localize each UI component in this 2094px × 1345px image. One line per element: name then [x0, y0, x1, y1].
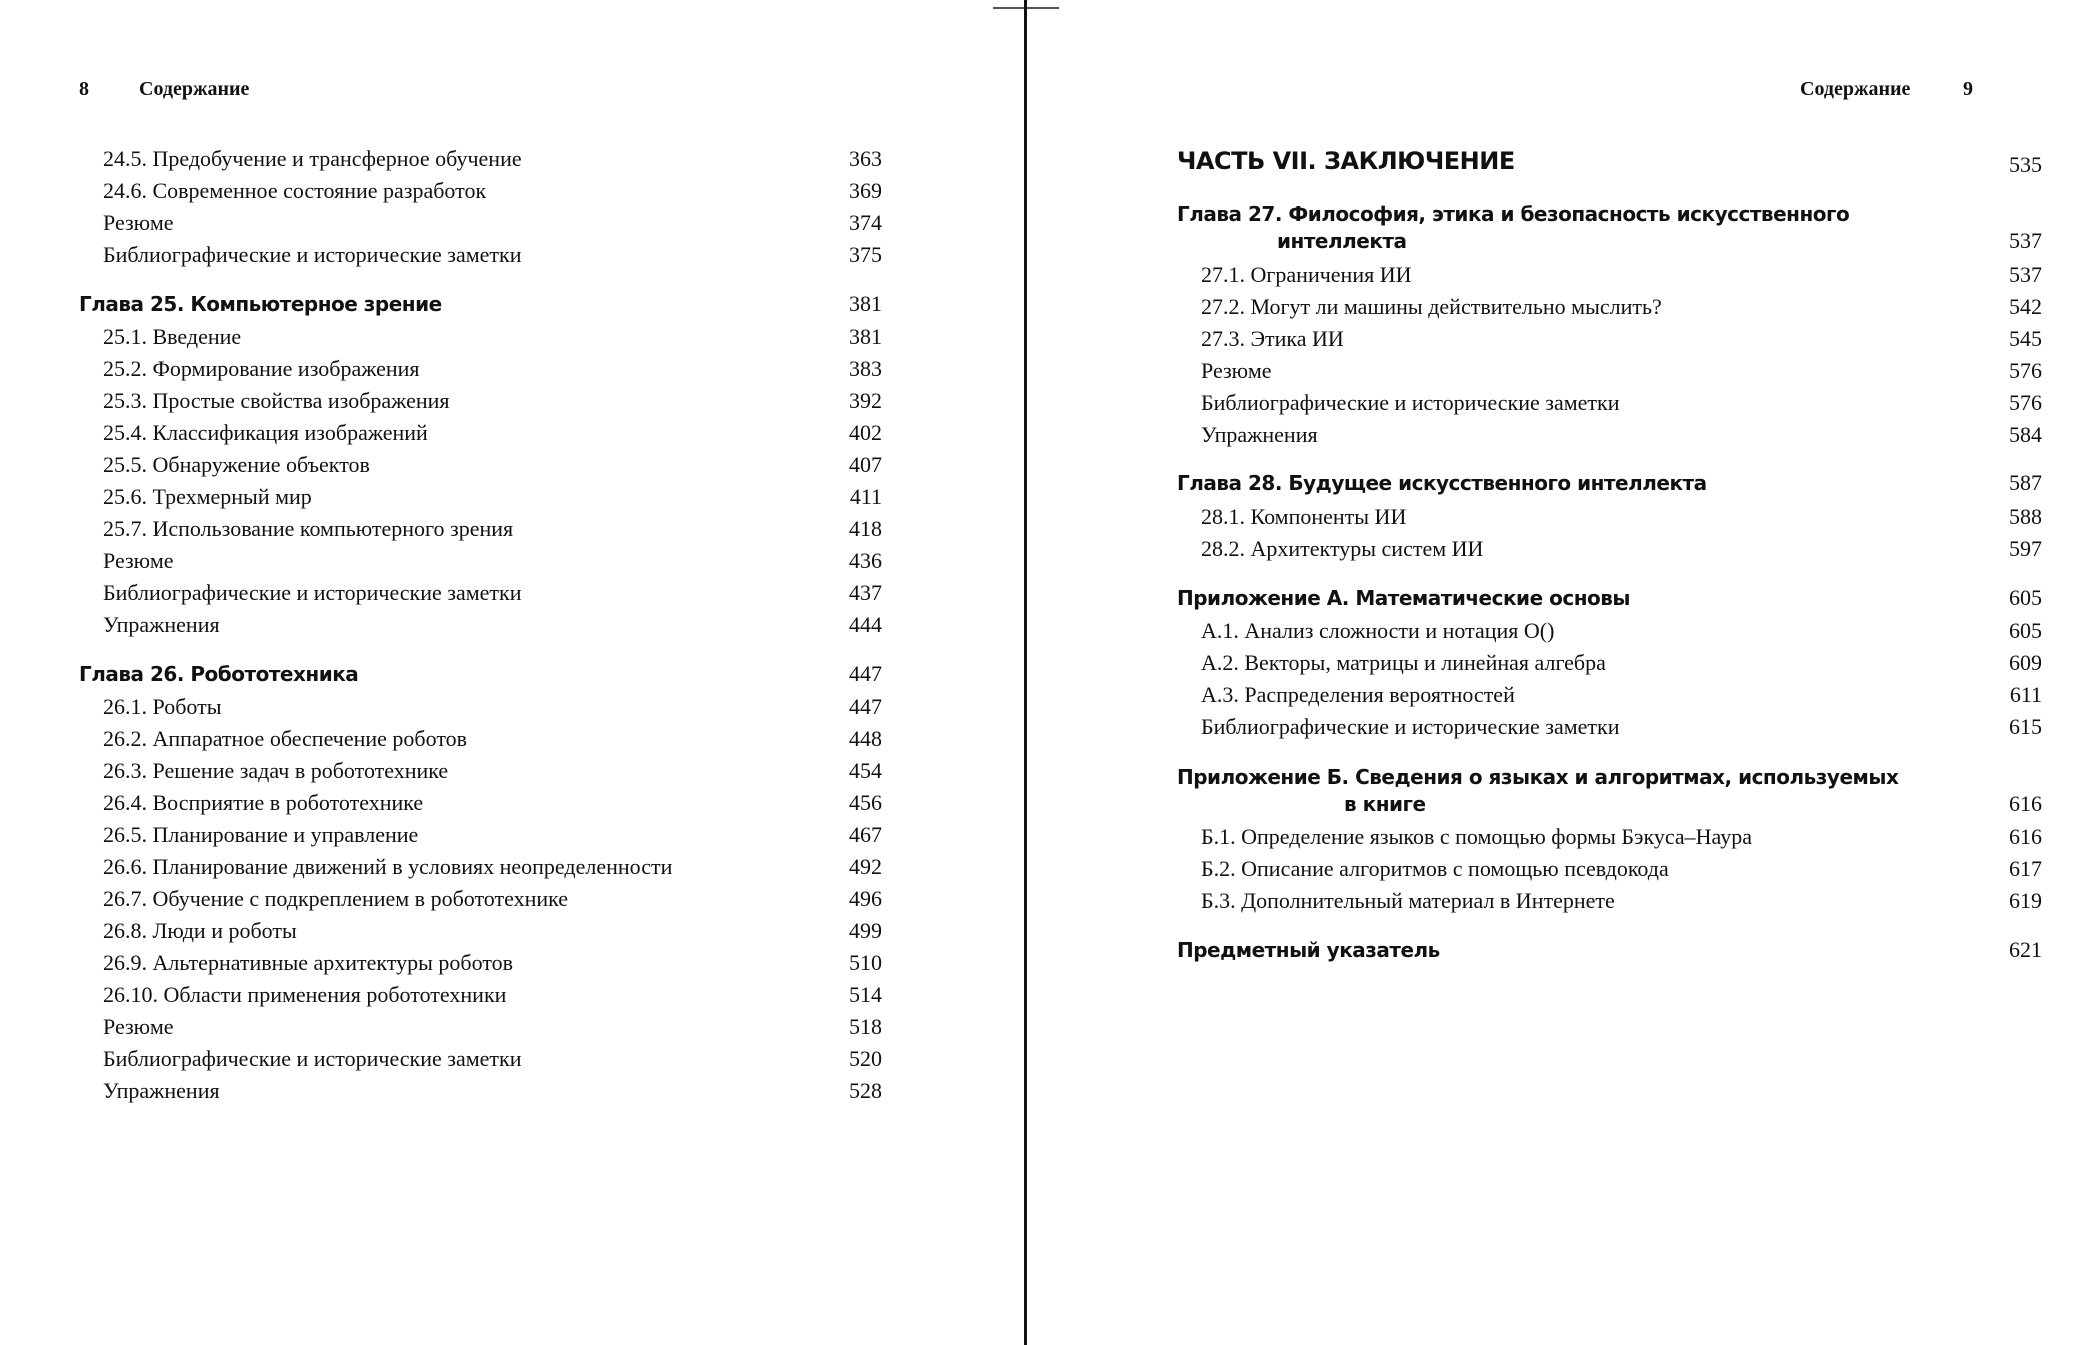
toc-entry-title: 28.1. Компоненты ИИ [1201, 504, 1407, 529]
toc-entry-page: 407 [849, 452, 882, 477]
toc-entry-title: 25.6. Трехмерный мир [103, 484, 312, 509]
toc-entry-title: 27.3. Этика ИИ [1201, 326, 1344, 351]
right-page [1030, 0, 2094, 1345]
toc-entry-page: 374 [849, 210, 882, 235]
toc-entry-page: 588 [2009, 504, 2042, 529]
toc-entry-title: Резюме [1201, 358, 1272, 383]
toc-entry-page: 520 [849, 1046, 882, 1071]
toc-entry-title: Б.3. Дополнительный материал в Интернете [1201, 888, 1615, 913]
toc-appendix-title: Приложение Б. Сведения о языках и алгоритмах, используемых [1177, 765, 1899, 789]
toc-index-page: 621 [2009, 937, 2042, 962]
toc-appendix-page: 605 [2009, 585, 2042, 610]
toc-entry-title: 26.10. Области применения робототехники [103, 982, 507, 1007]
toc-entry-page: 444 [849, 612, 882, 637]
toc-chapter-title: Глава 28. Будущее искусственного интеллекта [1177, 471, 1707, 495]
toc-entry-page: 369 [849, 178, 882, 203]
toc-entry-page: 375 [849, 242, 882, 267]
toc-entry-title: Библиографические и исторические заметки [1201, 714, 1620, 739]
toc-entry-title: Резюме [103, 1014, 174, 1039]
toc-entry-title: 25.2. Формирование изображения [103, 356, 420, 381]
toc-entry-page: 456 [849, 790, 882, 815]
toc-entry-title: Библиографические и исторические заметки [103, 1046, 522, 1071]
toc-entry-page: 616 [2009, 824, 2042, 849]
toc-chapter-page: 447 [849, 661, 882, 686]
toc-entry-page: 437 [849, 580, 882, 605]
toc-chapter-title: Глава 26. Робототехника [79, 662, 359, 686]
toc-entry-page: 402 [849, 420, 882, 445]
right-running-head: Содержание [1800, 78, 1911, 100]
toc-entry-title: 26.8. Люди и роботы [103, 918, 297, 943]
toc-entry-title: 26.3. Решение задач в робототехнике [103, 758, 449, 783]
toc-entry-page: 617 [2009, 856, 2042, 881]
toc-entry-title: Упражнения [103, 612, 220, 637]
toc-entry-page: 383 [849, 356, 882, 381]
toc-appendix-title: Приложение А. Математические основы [1177, 586, 1630, 610]
left-page [0, 0, 1024, 1345]
toc-entry-page: 454 [849, 758, 882, 783]
toc-entry-page: 496 [849, 886, 882, 911]
toc-entry-page: 545 [2009, 326, 2042, 351]
left-page-number: 8 [79, 78, 89, 100]
toc-entry-title: Резюме [103, 548, 174, 573]
toc-entry-title: Б.1. Определение языков с помощью формы Бэкуса–Наура [1201, 824, 1752, 849]
toc-entry-page: 363 [849, 146, 882, 171]
toc-entry-page: 492 [849, 854, 882, 879]
toc-entry-title: 28.2. Архитектуры систем ИИ [1201, 536, 1484, 561]
toc-appendix-title-cont: в книге [1344, 792, 1426, 816]
toc-chapter-page: 537 [2009, 228, 2042, 253]
toc-entry-page: 518 [849, 1014, 882, 1039]
toc-entry-title: Резюме [103, 210, 174, 235]
toc-entry-title: 25.5. Обнаружение объектов [103, 452, 370, 477]
toc-entry-page: 467 [849, 822, 882, 847]
toc-part-page: 535 [2009, 152, 2042, 177]
toc-entry-title: 26.4. Восприятие в робототехнике [103, 790, 424, 815]
toc-entry-page: 537 [2009, 262, 2042, 287]
toc-entry-page: 448 [849, 726, 882, 751]
toc-entry-title: 26.6. Планирование движений в условиях неопределенности [103, 854, 673, 879]
toc-entry-title: Упражнения [1201, 422, 1318, 447]
toc-entry-title: 26.2. Аппаратное обеспечение роботов [103, 726, 468, 751]
toc-index-title: Предметный указатель [1177, 938, 1440, 962]
toc-entry-title: А.3. Распределения вероятностей [1201, 682, 1515, 707]
toc-entry-page: 576 [2009, 390, 2042, 415]
toc-part-title: ЧАСТЬ VII. ЗАКЛЮЧЕНИЕ [1177, 147, 1515, 175]
toc-entry-title: 24.6. Современное состояние разработок [103, 178, 487, 203]
toc-appendix-page: 616 [2009, 791, 2042, 816]
left-running-head: Содержание [139, 78, 250, 100]
toc-entry-page: 584 [2009, 422, 2042, 447]
toc-entry-page: 411 [849, 484, 882, 509]
right-page-number: 9 [1963, 78, 1973, 100]
toc-entry-page: 499 [849, 918, 882, 943]
toc-entry-title: 26.5. Планирование и управление [103, 822, 419, 847]
toc-entry-page: 392 [849, 388, 882, 413]
toc-entry-page: 418 [849, 516, 882, 541]
toc-entry-page: 597 [2009, 536, 2042, 561]
toc-entry-page: 528 [849, 1078, 882, 1103]
toc-entry-title: 25.7. Использование компьютерного зрения [103, 516, 514, 541]
page-gutter-line [1024, 0, 1027, 1345]
toc-entry-title: Библиографические и исторические заметки [103, 580, 522, 605]
toc-chapter-title: Глава 25. Компьютерное зрение [79, 292, 442, 316]
toc-entry-page: 576 [2009, 358, 2042, 383]
toc-chapter-title-cont: интеллекта [1277, 229, 1407, 253]
toc-entry-page: 436 [849, 548, 882, 573]
toc-entry-title: 26.7. Обучение с подкреплением в робототехнике [103, 886, 569, 911]
toc-entry-page: 605 [2009, 618, 2042, 643]
toc-entry-page: 542 [2009, 294, 2042, 319]
toc-entry-title: 27.1. Ограничения ИИ [1201, 262, 1412, 287]
toc-entry-title: 25.3. Простые свойства изображения [103, 388, 450, 413]
toc-entry-page: 510 [849, 950, 882, 975]
toc-entry-page: 609 [2009, 650, 2042, 675]
toc-chapter-page: 587 [2009, 470, 2042, 495]
toc-entry-title: А.1. Анализ сложности и нотация O() [1201, 618, 1555, 643]
toc-entry-title: 24.5. Предобучение и трансферное обучение [103, 146, 522, 171]
toc-entry-title: 25.4. Классификация изображений [103, 420, 428, 445]
toc-entry-page: 619 [2009, 888, 2042, 913]
toc-entry-title: Упражнения [103, 1078, 220, 1103]
toc-entry-page: 514 [849, 982, 882, 1007]
toc-entry-page: 611 [2009, 682, 2042, 707]
toc-entry-page: 615 [2009, 714, 2042, 739]
toc-entry-title: 26.9. Альтернативные архитектуры роботов [103, 950, 514, 975]
toc-entry-title: 27.2. Могут ли машины действительно мыслить? [1201, 294, 1662, 319]
toc-chapter-page: 381 [849, 291, 882, 316]
toc-chapter-title: Глава 27. Философия, этика и безопасность искусственного [1177, 202, 1850, 226]
toc-entry-title: 25.1. Введение [103, 324, 242, 349]
toc-entry-title: 26.1. Роботы [103, 694, 222, 719]
toc-entry-title: А.2. Векторы, матрицы и линейная алгебра [1201, 650, 1606, 675]
toc-entry-title: Б.2. Описание алгоритмов с помощью псевдокода [1201, 856, 1669, 881]
toc-entry-title: Библиографические и исторические заметки [1201, 390, 1620, 415]
toc-entry-title: Библиографические и исторические заметки [103, 242, 522, 267]
toc-entry-page: 447 [849, 694, 882, 719]
toc-entry-page: 381 [849, 324, 882, 349]
